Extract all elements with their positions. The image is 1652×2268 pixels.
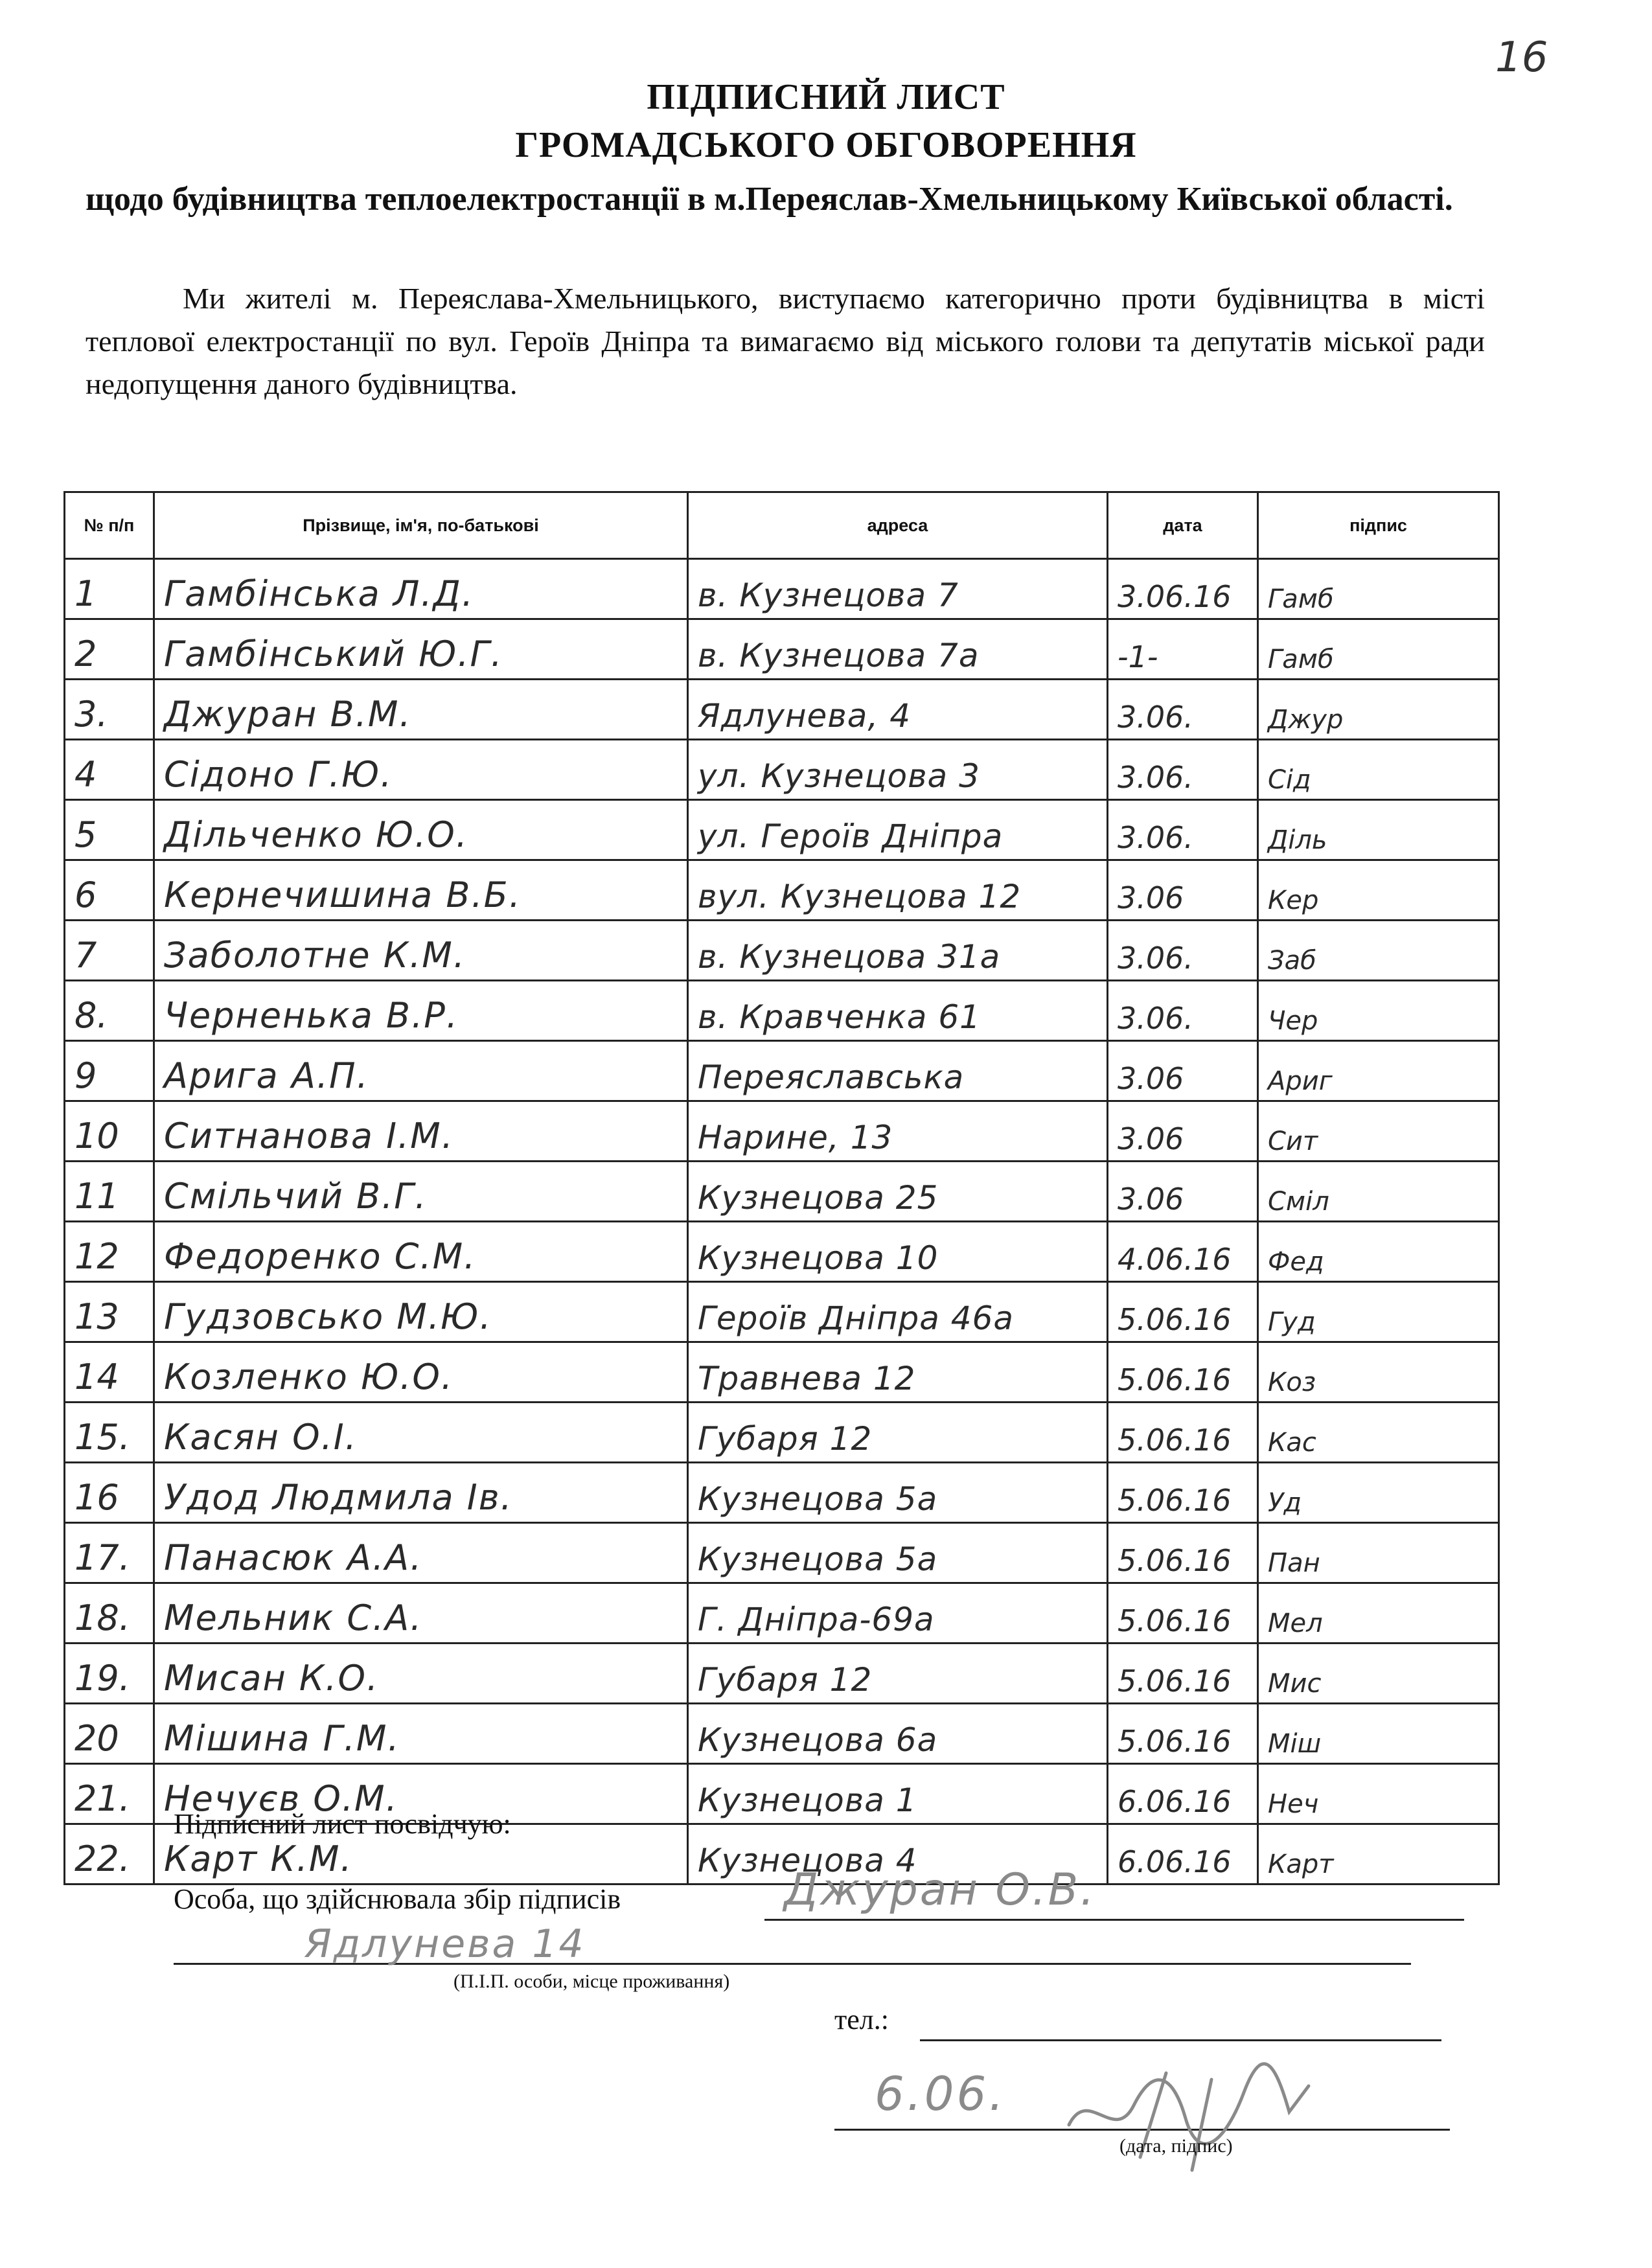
row-date: 3.06.: [1108, 921, 1258, 981]
table-row: [65, 1403, 1499, 1463]
row-date: 5.06.16: [1108, 1523, 1258, 1583]
row-name: Сідоно Г.Ю.: [154, 740, 688, 800]
row-date: -1-: [1108, 619, 1258, 680]
row-address: ул. Героїв Дніпра: [688, 800, 1108, 860]
table-row: [65, 1222, 1499, 1282]
row-address: Травнева 12: [688, 1342, 1108, 1403]
header-name: Прізвище, ім'я, по-батькові: [154, 492, 688, 559]
row-signature: Сміл: [1258, 1162, 1499, 1222]
row-name: Мельник С.А.: [154, 1583, 688, 1644]
row-number: 22.: [65, 1824, 154, 1884]
row-number: 9: [65, 1041, 154, 1101]
document-title: ПІДПИСНИЙ ЛИСТ: [647, 77, 1005, 117]
row-signature: Кас: [1258, 1403, 1499, 1463]
row-name: Кернечишина В.Б.: [154, 860, 688, 921]
row-signature: Джур: [1258, 680, 1499, 740]
row-number: 11: [65, 1162, 154, 1222]
row-name: Козленко Ю.О.: [154, 1342, 688, 1403]
row-name: Джуран В.М.: [154, 680, 688, 740]
row-name: Смільчий В.Г.: [154, 1162, 688, 1222]
row-date: 3.06: [1108, 860, 1258, 921]
row-address: в. Кузнецова 31а: [688, 921, 1108, 981]
header-date: дата: [1108, 492, 1258, 559]
row-name: Мисан К.О.: [154, 1644, 688, 1704]
row-number: 19.: [65, 1644, 154, 1704]
header-number: № п/п: [65, 492, 154, 559]
row-number: 4: [65, 740, 154, 800]
row-date: 5.06.16: [1108, 1704, 1258, 1764]
row-address: Г. Дніпра-69а: [688, 1583, 1108, 1644]
row-date: 6.06.16: [1108, 1764, 1258, 1824]
row-name: Гудзовсько М.Ю.: [154, 1282, 688, 1342]
row-address: в. Кузнецова 7а: [688, 619, 1108, 680]
document-subject: щодо будівництва теплоелектростанції в м.Переяслав-Хмельницькому Київської області.: [86, 181, 1453, 218]
row-signature: Сит: [1258, 1101, 1499, 1162]
document-subtitle: ГРОМАДСЬКОГО ОБГОВОРЕННЯ: [515, 125, 1137, 165]
row-name: Удод Людмила Ів.: [154, 1463, 688, 1523]
row-number: 3.: [65, 680, 154, 740]
signature-table: [63, 491, 1500, 1885]
petition-statement: Ми жителі м. Переяслава-Хмельницького, виступаємо категорично проти будівництва в місті теплової електростанції по вул. Героїв Дніпра та вимагаємо від міського голови та депутатів міської ради недопущення даного будівництва.: [86, 282, 1485, 400]
row-signature: Коз: [1258, 1342, 1499, 1403]
table-row: [65, 800, 1499, 860]
table-row: [65, 1644, 1499, 1704]
row-number: 20: [65, 1704, 154, 1764]
table-row: [65, 1583, 1499, 1644]
row-name: Нечуєв О.М.: [154, 1764, 688, 1824]
row-address: Кузнецова 5а: [688, 1463, 1108, 1523]
row-address: вул. Кузнецова 12: [688, 860, 1108, 921]
row-date: 5.06.16: [1108, 1644, 1258, 1704]
row-signature: Пан: [1258, 1523, 1499, 1583]
phone-label: тел.:: [834, 2004, 889, 2035]
row-date: 3.06.: [1108, 680, 1258, 740]
row-signature: Діль: [1258, 800, 1499, 860]
table-row: [65, 1041, 1499, 1101]
row-signature: Міш: [1258, 1704, 1499, 1764]
row-address: Кузнецова 6а: [688, 1704, 1108, 1764]
row-name: Федоренко С.М.: [154, 1222, 688, 1282]
date-sign-caption: (дата, підпис): [1119, 2135, 1233, 2157]
table-row: [65, 1101, 1499, 1162]
row-address: Кузнецова 10: [688, 1222, 1108, 1282]
row-address: Ядлунева, 4: [688, 680, 1108, 740]
row-name: Арига А.П.: [154, 1041, 688, 1101]
row-date: 3.06.: [1108, 981, 1258, 1041]
row-date: 3.06.: [1108, 740, 1258, 800]
table-row: [65, 1162, 1499, 1222]
table-row: [65, 981, 1499, 1041]
table-row: [65, 1704, 1499, 1764]
row-signature: Чер: [1258, 981, 1499, 1041]
row-number: 17.: [65, 1523, 154, 1583]
row-signature: Фед: [1258, 1222, 1499, 1282]
row-address: в. Кравченка 61: [688, 981, 1108, 1041]
row-address: Губаря 12: [688, 1644, 1108, 1704]
row-number: 8.: [65, 981, 154, 1041]
table-row: [65, 1342, 1499, 1403]
row-date: 5.06.16: [1108, 1342, 1258, 1403]
row-name: Дільченко Ю.О.: [154, 800, 688, 860]
row-number: 5: [65, 800, 154, 860]
row-name: Гамбінський Ю.Г.: [154, 619, 688, 680]
row-number: 21.: [65, 1764, 154, 1824]
row-number: 15.: [65, 1403, 154, 1463]
row-signature: Неч: [1258, 1764, 1499, 1824]
table-row: [65, 1282, 1499, 1342]
row-address: Кузнецова 1: [688, 1764, 1108, 1824]
row-date: 3.06.16: [1108, 559, 1258, 619]
table-row: [65, 1463, 1499, 1523]
row-number: 14: [65, 1342, 154, 1403]
row-date: 3.06: [1108, 1041, 1258, 1101]
table-row: [65, 619, 1499, 680]
row-address: Губаря 12: [688, 1403, 1108, 1463]
row-signature: Сід: [1258, 740, 1499, 800]
row-signature: Ариг: [1258, 1041, 1499, 1101]
row-address: в. Кузнецова 7: [688, 559, 1108, 619]
row-signature: Карт: [1258, 1824, 1499, 1884]
row-number: 2: [65, 619, 154, 680]
row-number: 16: [65, 1463, 154, 1523]
row-name: Ситнанова І.М.: [154, 1101, 688, 1162]
collector-name-line: [764, 1919, 1464, 1921]
row-number: 18.: [65, 1583, 154, 1644]
row-date: 3.06: [1108, 1101, 1258, 1162]
row-signature: Мел: [1258, 1583, 1499, 1644]
row-signature: Уд: [1258, 1463, 1499, 1523]
table-row: [65, 1523, 1499, 1583]
row-signature: Кер: [1258, 860, 1499, 921]
row-date: 3.06: [1108, 1162, 1258, 1222]
row-number: 10: [65, 1101, 154, 1162]
row-number: 13: [65, 1282, 154, 1342]
row-address: Героїв Дніпра 46а: [688, 1282, 1108, 1342]
collector-name-handwritten: Джуран О.В.: [784, 1864, 1096, 1916]
row-name: Заболотне К.М.: [154, 921, 688, 981]
phone-line: [920, 2039, 1441, 2041]
page-number-mark: 16: [1495, 34, 1548, 82]
row-number: 1: [65, 559, 154, 619]
row-date: 4.06.16: [1108, 1222, 1258, 1282]
table-row: [65, 740, 1499, 800]
collector-signature-icon: [1062, 2047, 1335, 2177]
row-address: Нарине, 13: [688, 1101, 1108, 1162]
table-row: [65, 680, 1499, 740]
row-signature: Гуд: [1258, 1282, 1499, 1342]
header-address: адреса: [688, 492, 1108, 559]
row-address: Кузнецова 5а: [688, 1523, 1108, 1583]
row-date: 5.06.16: [1108, 1583, 1258, 1644]
row-address: Переяславська: [688, 1041, 1108, 1101]
row-date: 6.06.16: [1108, 1824, 1258, 1884]
table-row: [65, 559, 1499, 619]
row-date: 3.06.: [1108, 800, 1258, 860]
table-row: [65, 860, 1499, 921]
row-signature: Гамб: [1258, 559, 1499, 619]
row-name: Гамбінська Л.Д.: [154, 559, 688, 619]
row-date: 5.06.16: [1108, 1463, 1258, 1523]
row-signature: Мис: [1258, 1644, 1499, 1704]
collector-label: Особа, що здійснювала збір підписів: [174, 1883, 621, 1915]
row-address: ул. Кузнецова 3: [688, 740, 1108, 800]
table-header-row: [65, 492, 1499, 559]
row-date: 5.06.16: [1108, 1282, 1258, 1342]
row-name: Панасюк А.А.: [154, 1523, 688, 1583]
row-address: Кузнецова 25: [688, 1162, 1108, 1222]
row-name: Мішина Г.М.: [154, 1704, 688, 1764]
row-number: 7: [65, 921, 154, 981]
collector-caption: (П.І.П. особи, місце проживання): [453, 1971, 730, 1992]
header-signature: підпис: [1258, 492, 1499, 559]
row-date: 5.06.16: [1108, 1403, 1258, 1463]
collector-address-handwritten: Ядлунева 14: [304, 1921, 586, 1967]
row-number: 12: [65, 1222, 154, 1282]
row-name: Касян О.І.: [154, 1403, 688, 1463]
row-signature: Гамб: [1258, 619, 1499, 680]
date-sign-handwritten: 6.06.: [875, 2067, 1007, 2121]
row-name: Карт К.М.: [154, 1824, 688, 1884]
row-signature: Заб: [1258, 921, 1499, 981]
row-address: Кузнецова 4: [688, 1824, 1108, 1884]
certify-label: Підписний лист посвідчую:: [174, 1808, 511, 1840]
signature-table-body: [65, 559, 1499, 1884]
row-number: 6: [65, 860, 154, 921]
table-row: [65, 921, 1499, 981]
row-name: Черненька В.Р.: [154, 981, 688, 1041]
